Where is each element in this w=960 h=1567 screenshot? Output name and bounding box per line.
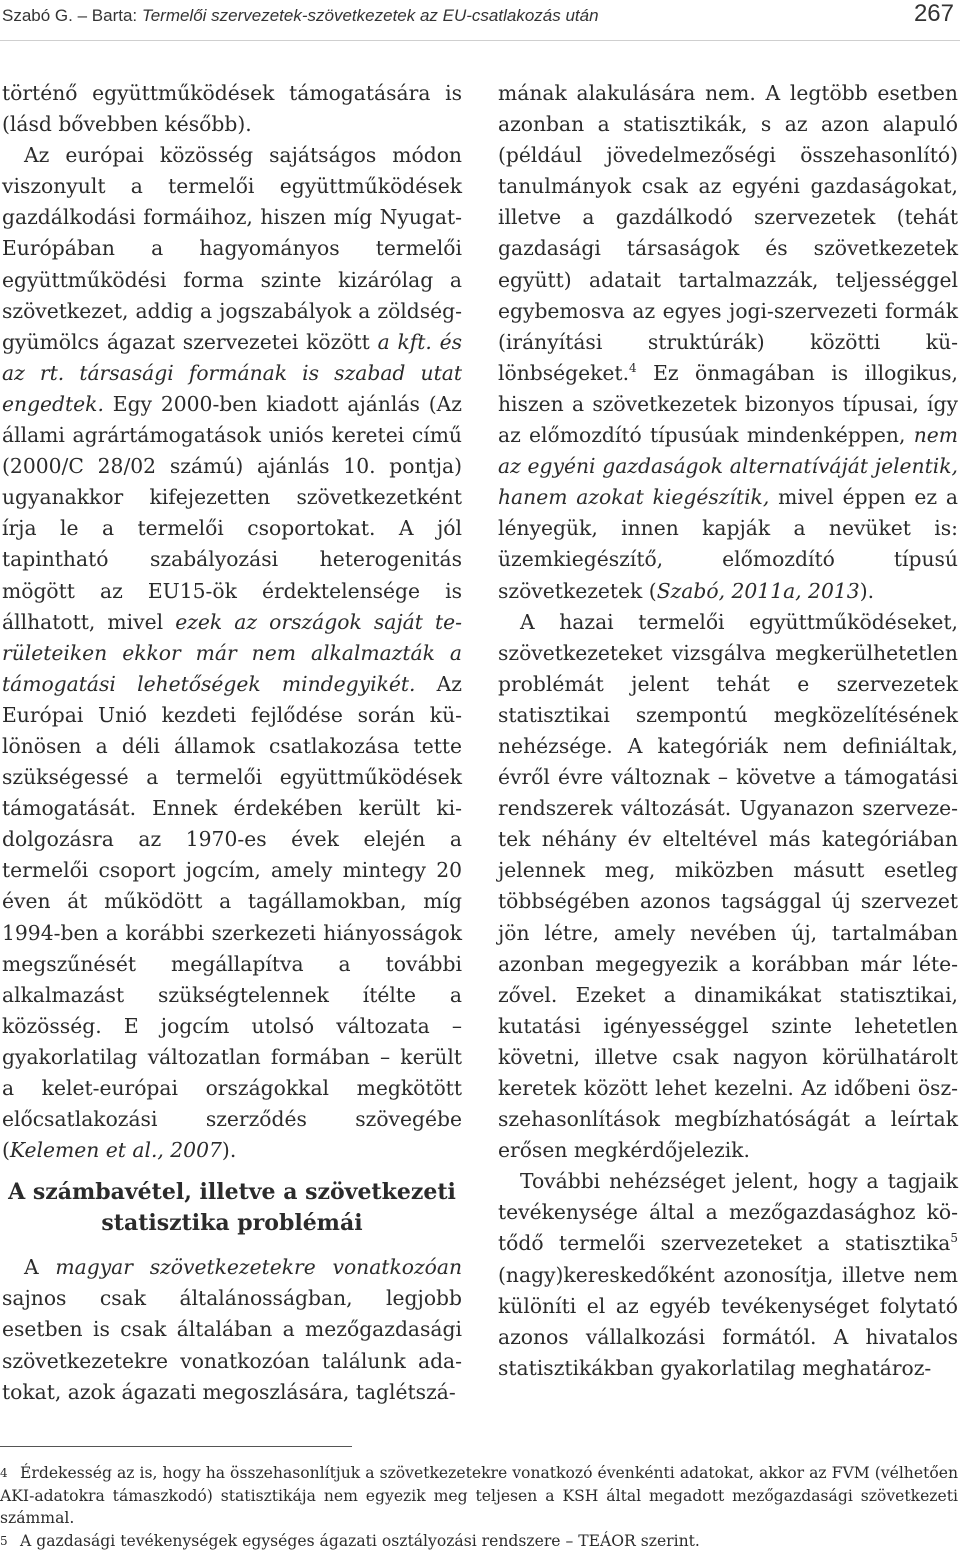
section-heading: A számbavétel, illetve a szövetkezeti statisztika problémái	[8, 1179, 456, 1237]
citation: Kelemen et al., 2007	[9, 1138, 222, 1163]
emphasis: ezek az országok saját területeiken ekkor már nem alkalmazták a támogatási lehetőségek mindegyikét.	[2, 609, 462, 696]
right-column	[498, 78, 958, 1384]
footnote-text: Érdekesség az is, hogy ha összehasonlítjuk a szövetkezetekre vonatkozó évenkénti adatokat, akkor az FVM (vélhetően AKI-adatokra támaszkodó) statisztikája nem egyezik meg teljesen a KSH által megadott mezőgazdasági szövetkezeti számmal.	[0, 1464, 958, 1527]
paragraph: A hazai termelői együttműködéseket, szövetkezeteket vizsgálva megkerülhetetlen problémát jelent tehát e szervezetek statisztikai szempontú megközelítésének nehézsége. A kategóriák nem definiáltak, évről évre változnak – követve a támogatási rendszerek változását. Ugyanazon szervezetek néhány év elteltével más kategóriában jelennek meg, miközben másutt esetleg többségében azonos tagsággal új szervezet jön létre, amely nevében új, tartalmában azonban megegyezik a korábban már létezővel. Ezeket a dinamikákat statisztikai, kutatási igényességgel szinte lehetetlen követni, illetve csak nagyon körülhatárolt keretek között lehet kezelni. Az időbeni öszszehasonlítások megbízhatóságát a leírtak erősen megkérdőjelezik.	[498, 609, 958, 1163]
footnote-number: 5	[0, 1533, 8, 1548]
footnotes	[0, 1462, 958, 1552]
footnote-text: A gazdasági tevékenységek egységes ágazati osztályozási rendszere – TEÁOR szerint.	[20, 1531, 700, 1550]
emphasis: magyar szövetkezetekre vonatkozóan	[55, 1255, 463, 1280]
paragraph: További nehézséget jelent, hogy a tagjaik tevékenysége által a mezőgazdasághoz kötődő termelői szervezeteket a statisztika$^5$ (nagy)kereskedőként azonosítja, illetve nem különíti el az egyéb tevékenységet folytató azonos vállalkozási formától. A hivatalos statisztikákban gyakorlatilag meghatároz-	[498, 1169, 958, 1380]
citation: Szabó, 2011a, 2013	[656, 578, 860, 603]
paragraph: mának alakulására nem. A legtöbb esetben azonban a statisztikák, s az azon alapuló (például jövedelmezőségi összehasonlító) tanulmányok csak az egyéni gazdaságokat, illetve a gazdálkodó szervezetek (tehát gazdasági társaságok és szövetkezetek együtt) adatait tartalmazzák, teljességgel egybemosva az egyes jogi-szervezeti formák (irányítási struktúrák) közötti különbségeket.$^4$ Ez önmagában is illogikus, hiszen a szövetkezetek bizonyos típusai, így az előmozdító típusúak mindenképpen, nem az egyéni gazdaságok alternatíváját jelentik, hanem azokat kiegészítik, mivel éppen ez a lényegük, innen kapják a nevüket is: üzemkiegészítő, előmozdító típusú szövetkezetek (Szabó, 2011a, 2013).	[498, 81, 958, 603]
paragraph: A magyar szövetkezetekre vonatkozóan sajnos csak általánosságban, legjobb esetben is csak általában a mezőgazdasági szövetkezetekre vonatkozóan találunk adatokat, azok ágazati megoszlására, taglétszá-	[2, 1255, 463, 1404]
running-header	[0, 0, 960, 41]
emphasis: a kft. és az rt. társasági formának is szabad utat engedtek.	[2, 329, 462, 416]
paragraph: történő együttműködések támogatására is (lásd bővebben később).	[2, 81, 462, 137]
footnote-ref[interactable]: 5	[950, 1231, 958, 1246]
footnote	[0, 1530, 958, 1553]
header-title: Termelői szervezetek-szövetkezetek az EU-csatlakozás után	[141, 6, 599, 25]
running-head	[2, 6, 599, 26]
left-column	[2, 78, 462, 1408]
paragraph: Az európai közösség sajátságos módon viszonyult a termelői együttműködések gazdálkodási formáihoz, hiszen míg Nyugat-Európában a hagyományos termelői együttműködési forma szinte kizárólag a szövetkezet, addig a jogszabályok a zöldség-gyümölcs ágazat szervezetei között a kft. és az rt. társasági formának is szabad utat engedtek. Egy 2000-ben kiadott ajánlás (Az állami agrártámogatások uniós keretei című (2000/C 28/02 számú) ajánlás 10. pontja) ugyanakkor kifejezetten szövetkezetként írja le a termelői csoportokat. A jól tapintható szabályozási heterogenitás mögött az EU15-ök érdektelensége is állhatott, mivel ezek az országok saját területeiken ekkor már nem alkalmazták a támogatási lehetőségek mindegyikét. Az Európai Unió kezdeti fejlődése során különösen a déli államok csatlakozása tette szükségessé a termelői együttműködések támogatását. Ennek érdekében került kidolgozásra az 1970-es évek elején a termelői csoport jogcím, amely mintegy 20 éven át működött a tagállamokban, míg 1994-ben a korábbi szerkezeti hiányosságok megszűnését megállapítva a további alkalmazást szükségtelennek ítélte a közösség. E jogcím utolsó változata – gyakorlatilag változatlan formában – került a kelet-európai országokkal megkötött előcsatlakozási szerződés szövegébe (Kelemen et al., 2007).	[2, 143, 462, 1163]
footnote-number: 4	[0, 1466, 8, 1480]
footnote-ref[interactable]: 4	[629, 361, 637, 376]
page-number: 267	[913, 0, 954, 27]
header-authors: Szabó G. – Barta:	[2, 6, 138, 25]
footnote-divider	[0, 1446, 352, 1447]
footnote	[0, 1462, 958, 1530]
emphasis: nem az egyéni gazdaságok alternatíváját jelentik, hanem azokat kiegészítik,	[498, 423, 958, 510]
